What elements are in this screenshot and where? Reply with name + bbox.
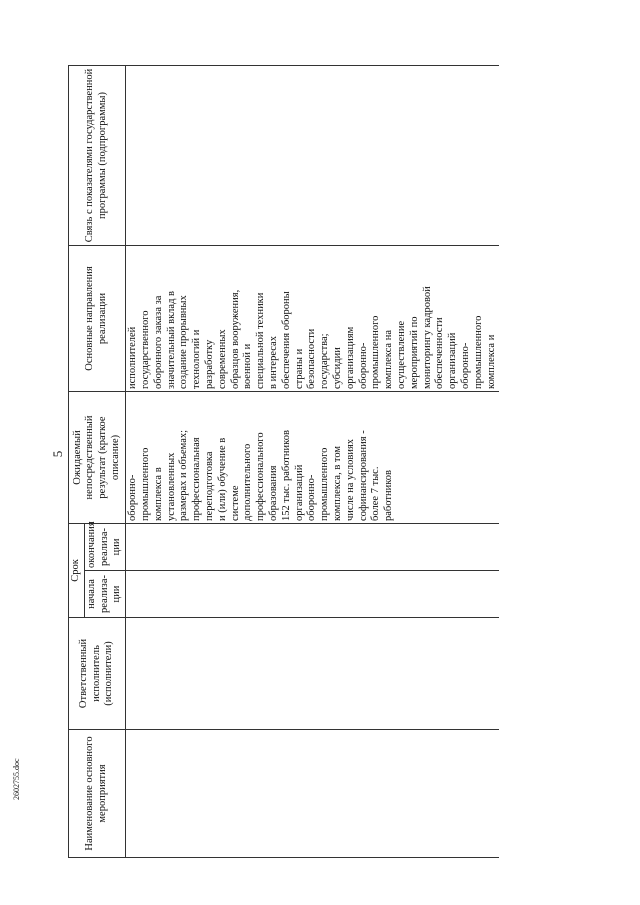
cell-result: [126, 391, 500, 523]
header-directions: Основные направления реализации: [69, 245, 126, 391]
cell-responsible: [126, 618, 500, 730]
cell-link: [126, 65, 500, 245]
result-text: оборонно- промышленного комплекса в установленных размерах и объемах; профессиональная переподготовка и (или) обучение в системе дополнительного профессионального образования 152 тыс. работников организаций оборонно- промышленного комплекса, в том числе на условиях софинансирования - более 7 тыс. работников: [127, 429, 395, 521]
page-number: 5: [50, 450, 65, 458]
cell-name: [126, 730, 500, 858]
measures-table: [68, 65, 499, 858]
cell-start: [126, 571, 500, 618]
cell-directions: [126, 245, 500, 391]
header-name: Наименование основного мероприятия: [69, 730, 126, 858]
directions-text: исполнителей государственного оборонного заказа за значительный вклад в создание прорывных технологий и разработку современных образцов вооружения, военной и специальной техники в интересах обеспечения обороны страны и безопасности государства; субсидии организациям оборонно- промышленного комплекса на осуществление мероприятий по мониторингу кадровой обеспеченности организаций оборонно- промышленного комплекса и: [127, 286, 497, 389]
cell-end: [126, 523, 500, 570]
header-term: Срок: [69, 523, 85, 617]
header-responsible: Ответственный исполнитель (исполнители): [69, 618, 126, 730]
table-row: [126, 65, 500, 857]
document-id: 2602755.doc: [12, 758, 21, 800]
header-result: Ожидаемый непосредственный результат (краткое описание): [69, 391, 126, 523]
header-link: Связь с показателями государственной программы (подпрограммы): [69, 65, 126, 245]
header-start: начала реализа-ции: [84, 571, 125, 618]
header-end: окончания реализа-ции: [84, 523, 125, 570]
rotated-table-sheet: [68, 66, 538, 858]
